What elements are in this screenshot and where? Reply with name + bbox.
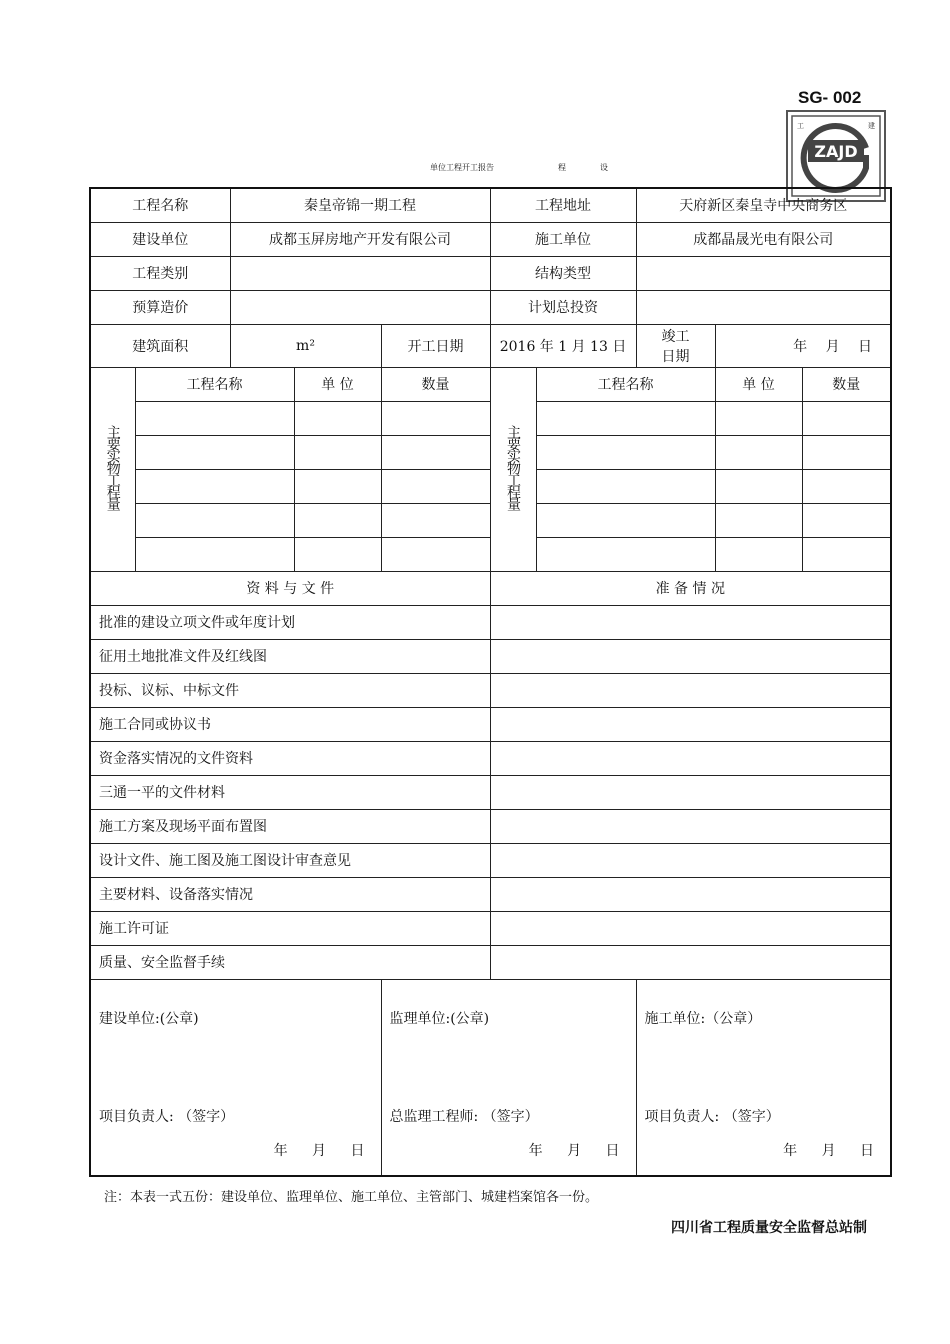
supervisor-date: 年 月 日 — [528, 1142, 622, 1159]
footer-note: 注：本表一式五份：建设单位、监理单位、施工单位、主管部门、城建档案馆各一份。 — [104, 1190, 599, 1205]
doc-item: 征用土地批准文件及红线图 — [90, 639, 490, 673]
docs-col-header: 资 料 与 文 件 — [90, 571, 490, 605]
contractor-value: 成都晶晟光电有限公司 — [636, 222, 891, 256]
qty-col-unit: 单 位 — [294, 367, 381, 401]
doc-item: 设计文件、施工图及施工图设计审查意见 — [90, 843, 490, 877]
budget-label: 预算造价 — [90, 290, 230, 324]
doc-status — [490, 945, 891, 979]
category-label: 工程类别 — [90, 256, 230, 290]
doc-row — [90, 673, 891, 707]
doc-item: 批准的建设立项文件或年度计划 — [90, 605, 490, 639]
doc-item: 资金落实情况的文件资料 — [90, 741, 490, 775]
builder-signature-block — [90, 979, 381, 1176]
status-col-header: 准 备 情 况 — [490, 571, 891, 605]
doc-row — [90, 877, 891, 911]
doc-row — [90, 911, 891, 945]
budget-value — [230, 290, 490, 324]
builder-seal: 建设单位:(公章) — [99, 1010, 199, 1027]
doc-status — [490, 843, 891, 877]
doc-row — [90, 775, 891, 809]
logo-corner-right: 建 — [868, 122, 875, 130]
supervisor-person: 总监理工程师: （签字） — [389, 1108, 539, 1125]
small-title: 单位工程开工报告 — [430, 163, 494, 172]
doc-status — [490, 639, 891, 673]
report-table — [89, 187, 892, 1177]
doc-row — [90, 741, 891, 775]
doc-status — [490, 707, 891, 741]
doc-item: 投标、议标、中标文件 — [90, 673, 490, 707]
contractor-seal: 施工单位:（公章） — [644, 1010, 762, 1027]
contractor-label: 施工单位 — [490, 222, 636, 256]
completion-date: 年 月 日 — [715, 324, 891, 367]
doc-row — [90, 707, 891, 741]
logo-text: ZAJD — [814, 142, 858, 161]
completion-label-line2: 日期 — [661, 348, 690, 365]
contractor-signature-block — [636, 979, 891, 1176]
area-unit: m² — [230, 324, 381, 367]
doc-row — [90, 809, 891, 843]
doc-item: 三通一平的文件材料 — [90, 775, 490, 809]
builder-label: 建设单位 — [90, 222, 230, 256]
quantities-side-text: 主要实物工程量 — [505, 425, 522, 509]
doc-status — [490, 775, 891, 809]
qty-col-unit: 单 位 — [715, 367, 802, 401]
project-name: 秦皇帝锦一期工程 — [230, 188, 490, 222]
small-char-2: 设 — [600, 163, 608, 172]
doc-item: 施工合同或协议书 — [90, 707, 490, 741]
doc-status — [490, 605, 891, 639]
doc-item: 施工方案及现场平面布置图 — [90, 809, 490, 843]
doc-status — [490, 911, 891, 945]
category-value — [230, 256, 490, 290]
project-address-label: 工程地址 — [490, 188, 636, 222]
doc-status — [490, 741, 891, 775]
contractor-person: 项目负责人: （签字） — [644, 1108, 780, 1125]
doc-row — [90, 945, 891, 979]
doc-row — [90, 843, 891, 877]
quantities-side-label-left — [90, 367, 135, 571]
builder-date: 年 月 日 — [273, 1142, 367, 1159]
qty-col-name: 工程名称 — [135, 367, 294, 401]
completion-label-line1: 竣工 — [661, 328, 690, 345]
qty-col-qty: 数量 — [802, 367, 891, 401]
start-date: 2016 年 1 月 13 日 — [490, 324, 636, 367]
supervisor-signature-block — [381, 979, 636, 1176]
doc-row — [90, 639, 891, 673]
qty-col-name: 工程名称 — [536, 367, 715, 401]
form-code: SG- 002 — [798, 88, 862, 107]
qty-col-qty: 数量 — [381, 367, 490, 401]
planned-invest-label: 计划总投资 — [490, 290, 636, 324]
supervisor-seal: 监理单位:(公章) — [389, 1010, 490, 1027]
doc-status — [490, 673, 891, 707]
area-label: 建筑面积 — [90, 324, 230, 367]
quantities-side-text: 主要实物工程量 — [104, 425, 121, 509]
small-char-1: 程 — [558, 163, 566, 172]
planned-invest-value — [636, 290, 891, 324]
contractor-date: 年 月 日 — [783, 1142, 877, 1159]
doc-row — [90, 605, 891, 639]
structure-label: 结构类型 — [490, 256, 636, 290]
doc-status — [490, 877, 891, 911]
completion-label — [636, 324, 715, 367]
issuer: 四川省工程质量安全监督总站制 — [671, 1220, 867, 1236]
builder-value: 成都玉屏房地产开发有限公司 — [230, 222, 490, 256]
project-address: 天府新区秦皇寺中央商务区 — [636, 188, 891, 222]
doc-item: 施工许可证 — [90, 911, 490, 945]
builder-person: 项目负责人: （签字） — [99, 1108, 235, 1125]
start-date-label: 开工日期 — [381, 324, 490, 367]
logo-corner-left: 工 — [797, 122, 804, 130]
project-name-label: 工程名称 — [90, 188, 230, 222]
doc-item: 质量、安全监督手续 — [90, 945, 490, 979]
structure-value — [636, 256, 891, 290]
doc-status — [490, 809, 891, 843]
quantities-side-label-right — [490, 367, 536, 571]
doc-item: 主要材料、设备落实情况 — [90, 877, 490, 911]
